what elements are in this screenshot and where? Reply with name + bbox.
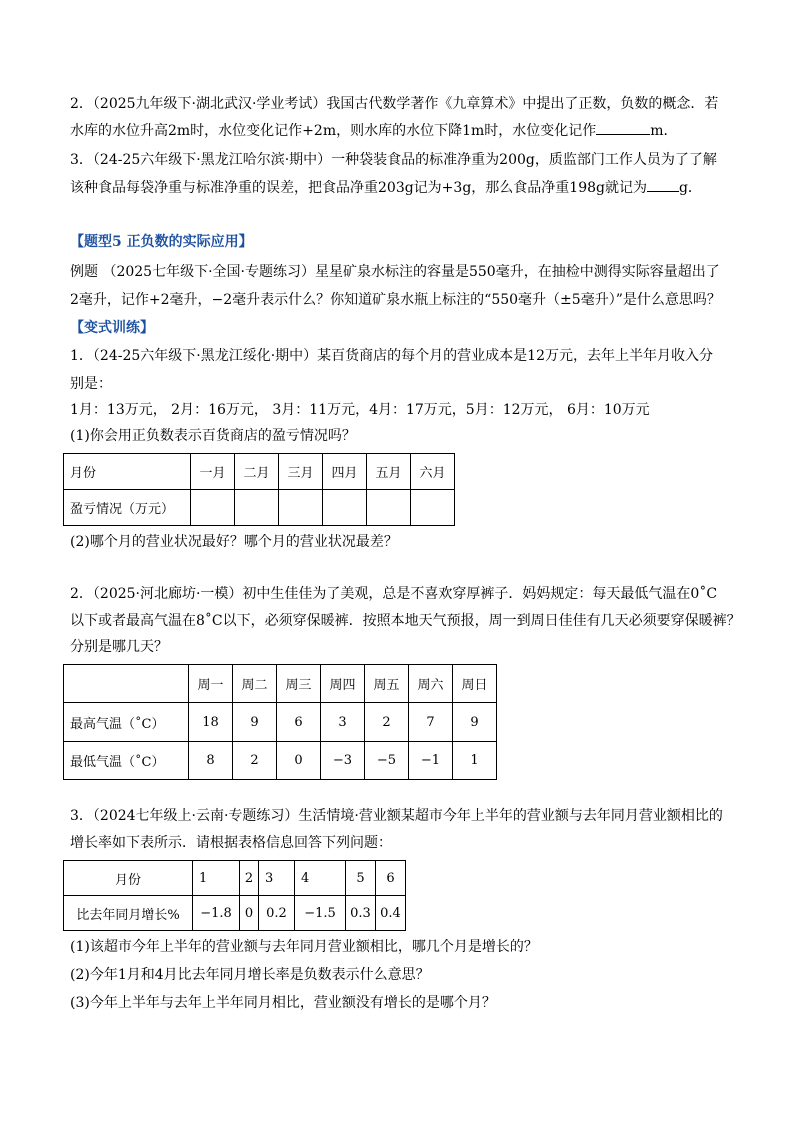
practice-heading: 【变式训练】 xyxy=(70,320,154,336)
q3-answer-blank[interactable] xyxy=(647,177,679,192)
p1-table-header: 六月 xyxy=(411,454,455,490)
p1-table-header: 二月 xyxy=(235,454,279,490)
p3-table-header: 3 xyxy=(259,861,295,896)
p3-table-header-row xyxy=(64,861,406,896)
q2-line-1: 2．（2025九年级下·湖北武汉·学业考试）我国古代数学著作《九章算术》中提出了正数，负数的概念．若 xyxy=(70,96,719,112)
q2-line-2-text: 水库的水位升高2m时，水位变化记作+2m，则水库的水位下降1m时，水位变化记作 xyxy=(70,123,597,139)
p2-table-cell: 6 xyxy=(277,703,321,742)
p1-table-cell[interactable] xyxy=(191,490,235,526)
p1-table-header: 四月 xyxy=(323,454,367,490)
p2-row-label: 最高气温（˚C） xyxy=(64,703,189,742)
p1-table-header-row xyxy=(64,454,455,490)
p2-table-cell: 8 xyxy=(189,742,233,780)
p1-table-header: 三月 xyxy=(279,454,323,490)
p2-row-label: 最低气温（˚C） xyxy=(64,742,189,780)
p1-table-header: 五月 xyxy=(367,454,411,490)
p2-table-cell: −3 xyxy=(321,742,365,780)
q2-unit: m． xyxy=(650,123,678,139)
q2-line-2 xyxy=(70,120,678,141)
example-line-1: 例题 （2025七年级下·全国·专题练习）星星矿泉水标注的容量是550毫升，在抽检中测得实际容量超出了 xyxy=(70,264,720,280)
p1-table-row xyxy=(64,490,455,526)
p3-table-header: 1 xyxy=(193,861,240,896)
p1-table-cell[interactable] xyxy=(323,490,367,526)
p2-line-2: 以下或者最高气温在8˚C以下，必须穿保暖裤．按照本地天气预报，周一到周日佳佳有几天必须要穿保暖裤？ xyxy=(70,613,741,629)
q3-line-2 xyxy=(70,177,702,198)
p2-table-cell: 2 xyxy=(365,703,409,742)
p2-table-header: 周五 xyxy=(365,665,409,703)
p3-table-cell: −1.8 xyxy=(193,896,240,931)
p2-table-header: 周一 xyxy=(189,665,233,703)
p1-row-label: 盈亏情况（万元） xyxy=(64,490,191,526)
p3-table-cell: 0.2 xyxy=(259,896,295,931)
p3-table-cell: 0 xyxy=(240,896,259,931)
p2-table-header: 周六 xyxy=(409,665,453,703)
p3-sub-1: (1)该超市今年上半年的营业额与去年同月营业额相比，哪几个月是增长的？ xyxy=(70,939,538,955)
p3-table-header: 4 xyxy=(295,861,346,896)
p3-line-2: 增长率如下表所示．请根据表格信息回答下列问题： xyxy=(70,835,392,851)
p2-table-cell: 9 xyxy=(233,703,277,742)
section-heading: 【题型5 正负数的实际应用】 xyxy=(70,234,253,250)
p3-table-row xyxy=(64,896,406,931)
p2-table-cell: 18 xyxy=(189,703,233,742)
p1-table-cell[interactable] xyxy=(411,490,455,526)
p2-table-header: 周三 xyxy=(277,665,321,703)
p1-line-2: 别是： xyxy=(70,376,112,392)
p3-table-header: 6 xyxy=(376,861,406,896)
p2-table xyxy=(63,664,497,780)
p3-sub-3: (3)今年上半年与去年上半年同月相比，营业额没有增长的是哪个月？ xyxy=(70,995,496,1011)
q3-line-2-text: 该种食品每袋净重与标准净重的误差，把食品净重203g记为+3g，那么食品净重198g就记为 xyxy=(70,180,647,196)
p2-table-header: 周日 xyxy=(453,665,497,703)
p1-table-cell[interactable] xyxy=(279,490,323,526)
p3-table-header: 5 xyxy=(346,861,376,896)
p1-table xyxy=(63,453,455,526)
p3-table-cell: 0.3 xyxy=(346,896,376,931)
p2-line-3: 分别是哪几天？ xyxy=(70,639,168,655)
p2-line-1: 2．（2025·河北廊坊·一模）初中生佳佳为了美观，总是不喜欢穿厚裤子．妈妈规定：每天最低气温在0˚C xyxy=(70,586,718,602)
p2-table-cell: −1 xyxy=(409,742,453,780)
p2-table-cell: −5 xyxy=(365,742,409,780)
p1-table-header: 月份 xyxy=(64,454,191,490)
q3-line-1: 3．（24-25六年级下·黑龙江哈尔滨·期中）一种袋装食品的标准净重为200g，质监部门工作人员为了了解 xyxy=(70,152,717,168)
p3-table xyxy=(63,860,406,931)
p2-table-cell: 0 xyxy=(277,742,321,780)
p2-table-header: 周四 xyxy=(321,665,365,703)
p2-table-cell: 3 xyxy=(321,703,365,742)
p2-table-row-high xyxy=(64,703,497,742)
p1-table-header: 一月 xyxy=(191,454,235,490)
p1-line-1: 1．（24-25六年级下·黑龙江绥化·期中）某百货商店的每个月的营业成本是12万元，去年上半年月收入分 xyxy=(70,348,713,364)
p1-table-cell[interactable] xyxy=(367,490,411,526)
p2-table-cell: 2 xyxy=(233,742,277,780)
p2-table-corner xyxy=(64,665,189,703)
p1-sub-2: (2)哪个月的营业状况最好？哪个月的营业状况最差？ xyxy=(70,534,398,550)
p2-table-cell: 7 xyxy=(409,703,453,742)
p1-table-cell[interactable] xyxy=(235,490,279,526)
p2-table-row-low xyxy=(64,742,497,780)
p3-sub-2: (2)今年1月和4月比去年同月增长率是负数表示什么意思？ xyxy=(70,967,430,983)
example-line-2: 2毫升，记作+2毫升，−2毫升表示什么？你知道矿泉水瓶上标注的“550毫升（±5毫升）”是什么意思吗？ xyxy=(70,292,721,308)
p2-table-cell: 1 xyxy=(453,742,497,780)
q3-unit: g． xyxy=(678,180,702,196)
p2-table-header-row xyxy=(64,665,497,703)
p3-table-cell: −1.5 xyxy=(295,896,346,931)
p3-row-label: 比去年同月增长% xyxy=(64,896,193,931)
p1-sub-1: (1)你会用正负数表示百货商店的盈亏情况吗？ xyxy=(70,428,356,444)
q2-answer-blank[interactable] xyxy=(596,120,650,135)
p3-table-header: 2 xyxy=(240,861,259,896)
p3-table-cell: 0.4 xyxy=(376,896,406,931)
p3-line-1: 3．（2024七年级上·云南·专题练习）生活情境·营业额某超市今年上半年的营业额与去年同月营业额相比的 xyxy=(70,808,723,824)
p3-table-header: 月份 xyxy=(64,861,193,896)
p1-line-3: 1月：13万元， 2月：16万元， 3月：11万元，4月：17万元，5月：12万元， 6月：10万元 xyxy=(70,402,650,418)
p2-table-header: 周二 xyxy=(233,665,277,703)
p2-table-cell: 9 xyxy=(453,703,497,742)
